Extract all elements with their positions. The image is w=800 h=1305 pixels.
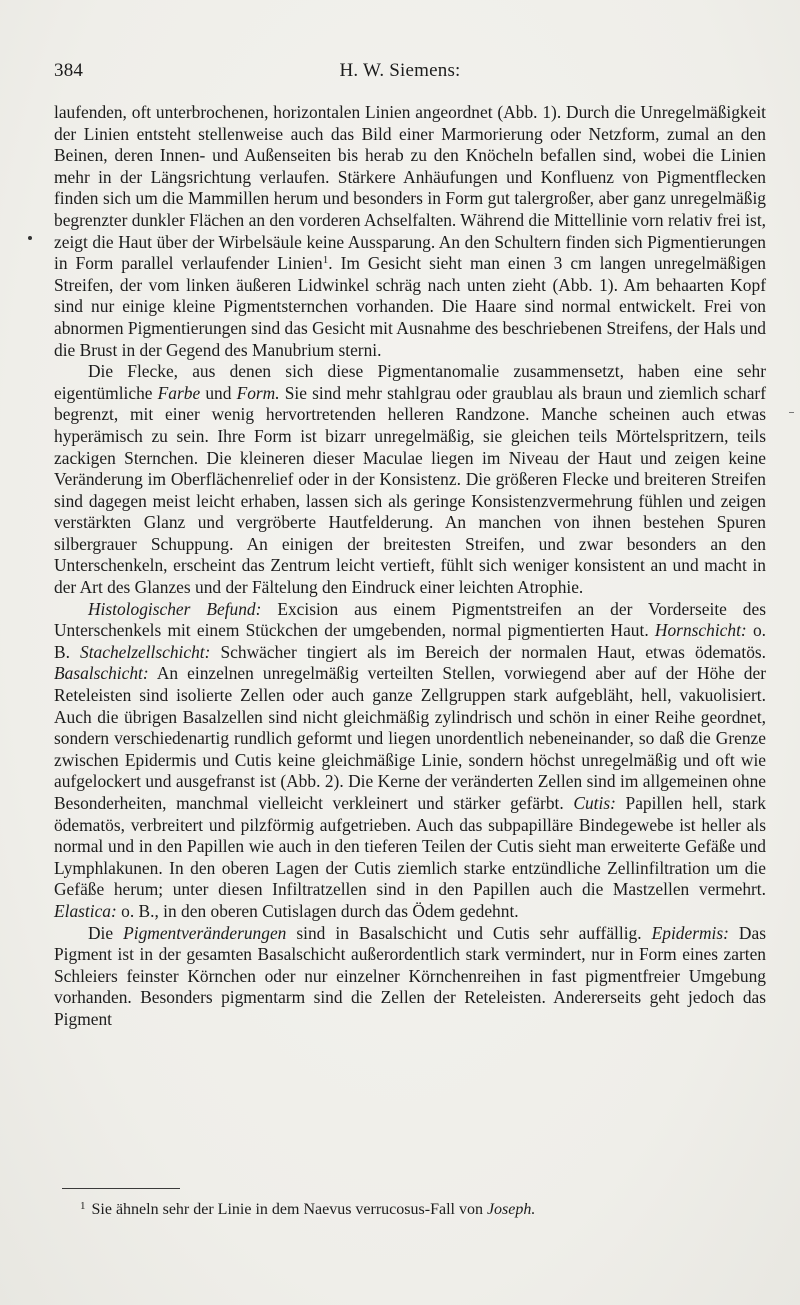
paragraph-4 (54, 923, 766, 1031)
paragraph-2-text-a: Die Flecke, aus denen sich diese Pigmentanomalie zusammensetzt, haben eine sehr eigentümliche (54, 361, 766, 403)
running-head: H. W. Siemens: (339, 60, 461, 81)
paragraph-1 (54, 102, 766, 361)
page-header (54, 60, 746, 86)
paragraph-4-text-b: sind in Basalschicht und Cutis sehr auffällig. (286, 922, 652, 943)
page-number: 384 (54, 60, 84, 81)
label-epidermis: Epidermis: (651, 922, 729, 943)
paragraph-3-text-b: o. B. (54, 620, 766, 662)
label-basalschicht: Basalschicht: (54, 663, 149, 684)
label-hornschicht: Hornschicht: (654, 620, 747, 641)
footnote-text: Sie ähneln sehr der Linie in dem Naevus verrucosus-Fall von (91, 1201, 487, 1218)
heading-histologischer-befund: Histologischer Befund: (88, 598, 262, 619)
paragraph-4-text-a: Die (88, 922, 124, 943)
paragraph-3-text-d: An einzelnen unregelmäßig verteilten Stellen, vorwiegend aber auf der Höhe der Reteleisten sind isolierte Zellen oder auch ganze Zellgruppen stark aufgebläht, hell, vakuolisiert. Auch die übrigen Basalzellen sind nicht gleichmäßig zylindrisch und schön in einer Reihe geordnet, sondern verschiedenartig rundlich geformt und liegen unordentlich nebeneinander, so daß die Grenze zwischen Epidermis und Cutis keine gleichmäßige Linie, sondern höchst unregelmäßig und oft wie aufgelockert und ausgefranst ist (Abb. 2). Die Kerne der veränderten Zellen sind im allgemeinen ohne Besonderheiten, manchmal vielleicht verkleinert und stärker gefärbt. (54, 663, 766, 813)
paragraph-1-text: laufenden, oft unterbrochenen, horizontalen Linien angeordnet (Abb. 1). Durch die Unregelmäßigkeit der Linien entsteht stellenweise auch das Bild einer Marmorierung oder Netzform, zumal an den Beinen, deren Innen- und Außenseiten bis herab zu den Knöcheln befallen sind, wobei die Linien mehr in der Längsrichtung verlaufen. Stärkere Anhäufungen und Konfluenz von Pigmentflecken finden sich um die Mammillen herum und besonders in Form gut talergroßer, aber ganz unregelmäßig begrenzter dunkler Flächen an den vorderen Achselfalten. Während die Mittellinie vorn relativ frei ist, zeigt die Haut über der Wirbelsäule keine Aussparung. An den Schultern finden sich Pigmentierungen in Form parallel verlaufender Linien (54, 102, 766, 274)
label-cutis: Cutis: (573, 793, 616, 813)
footnote-number: 1 (80, 1200, 86, 1212)
paragraph-2-text-b: und (200, 382, 237, 403)
paragraph-1-tail: . Im Gesicht sieht man einen 3 cm langen unregelmäßigen Streifen, der vom linken äußeren Lidwinkel schräg nach unten zieht (Abb. 1). Am behaarten Kopf sind nur einige kleine Pigmentsternchen vorhanden. Die Haare sind normal entwickelt. Frei von abnormen Pigmentierungen sind das Gesicht mit Ausnahme des beschriebenen Streifens, der Hals und die Brust in der Gegend des Manubrium sterni. (54, 253, 766, 360)
paragraph-3-text-c: Schwächer tingiert als im Bereich der normalen Haut, etwas ödematös. (210, 641, 767, 662)
paragraph-3-text-f: o. B., in den oberen Cutislagen durch das Ödem gedehnt. (116, 900, 519, 921)
paragraph-2-emph-form: Form. (236, 382, 280, 403)
paragraph-3-text-e: Papillen hell, stark ödematös, verbreitert und pilzförmig aufgetrieben. Auch das subpapilläre Bindegewebe ist heller als normal und in den Papillen wie auch in den tieferen Teilen der Cutis sieht man erweiterte Gefäße und Lymphlakunen. In den oberen Lagen der Cutis ziemlich starke entzündliche Zellinfiltration um die Gefäße herum; unter diesen Infiltratzellen sind in den Papillen auch die Mastzellen vermehrt. (54, 793, 766, 900)
footnote-author: Joseph. (486, 1201, 536, 1218)
label-elastica: Elastica: (54, 900, 117, 921)
label-pigmentveraenderungen: Pigmentveränderungen (123, 922, 287, 943)
paragraph-3 (54, 599, 766, 923)
paragraph-3-text-a: Excision aus einem Pigmentstreifen an der Vorderseite des Unterschenkels mit einem Stückchen der umgebenden, normal pigmentierten Haut. (54, 598, 766, 641)
body-text (54, 102, 766, 1031)
margin-dot-mark (28, 236, 32, 240)
paragraph-2-emph-farbe: Farbe (157, 382, 201, 403)
label-stachelzellschicht: Stachelzellschicht: (80, 641, 211, 662)
footnote-reference[interactable]: 1 (322, 254, 329, 267)
paragraph-4-text-c: Das Pigment ist in der gesamten Basalschicht außerordentlich stark vermindert, nur in Form eines zarten Schleiers feinster Körnchen oder nur einzelner Körnchenreihen in fast pigmentfreier Umgebung vorhanden. Besonders pigmentarm sind die Zellen der Reteleisten. Andererseits geht jedoch das Pigment (54, 922, 766, 1029)
footnote (80, 1196, 720, 1220)
margin-tick-mark (789, 412, 794, 413)
paragraph-2 (54, 361, 766, 599)
paragraph-2-text-c: Sie sind mehr stahlgrau oder graublau als braun und ziemlich scharf begrenzt, mit einer wenig hervortretenden helleren Randzone. Manche scheinen auch etwas hyperämisch zu sein. Ihre Form ist bizarr unregelmäßig, sie gleichen teils Mörtelspritzern, teils zackigen Sternchen. Die kleineren dieser Maculae liegen im Niveau der Haut und zeigen keine Veränderung im Oberflächenrelief oder in der Konsistenz. Die größeren Flecke und breiteren Streifen sind dagegen meist leicht erhaben, lassen sich als geringe Konsistenzvermehrung fühlen und zeigen verstärkten Glanz und vergröberte Hautfelderung. An manchen von ihnen bestehen Spuren silbergrauer Schuppung. An einigen der breitesten Streifen, und zwar besonders an den Unterschenkeln, erscheint das Zentrum leicht vertieft, fühlt sich weniger konsistent an und macht in der Art des Glanzes und der Fältelung den Eindruck einer leichten Atrophie. (54, 382, 767, 598)
footnote-rule (62, 1188, 180, 1189)
